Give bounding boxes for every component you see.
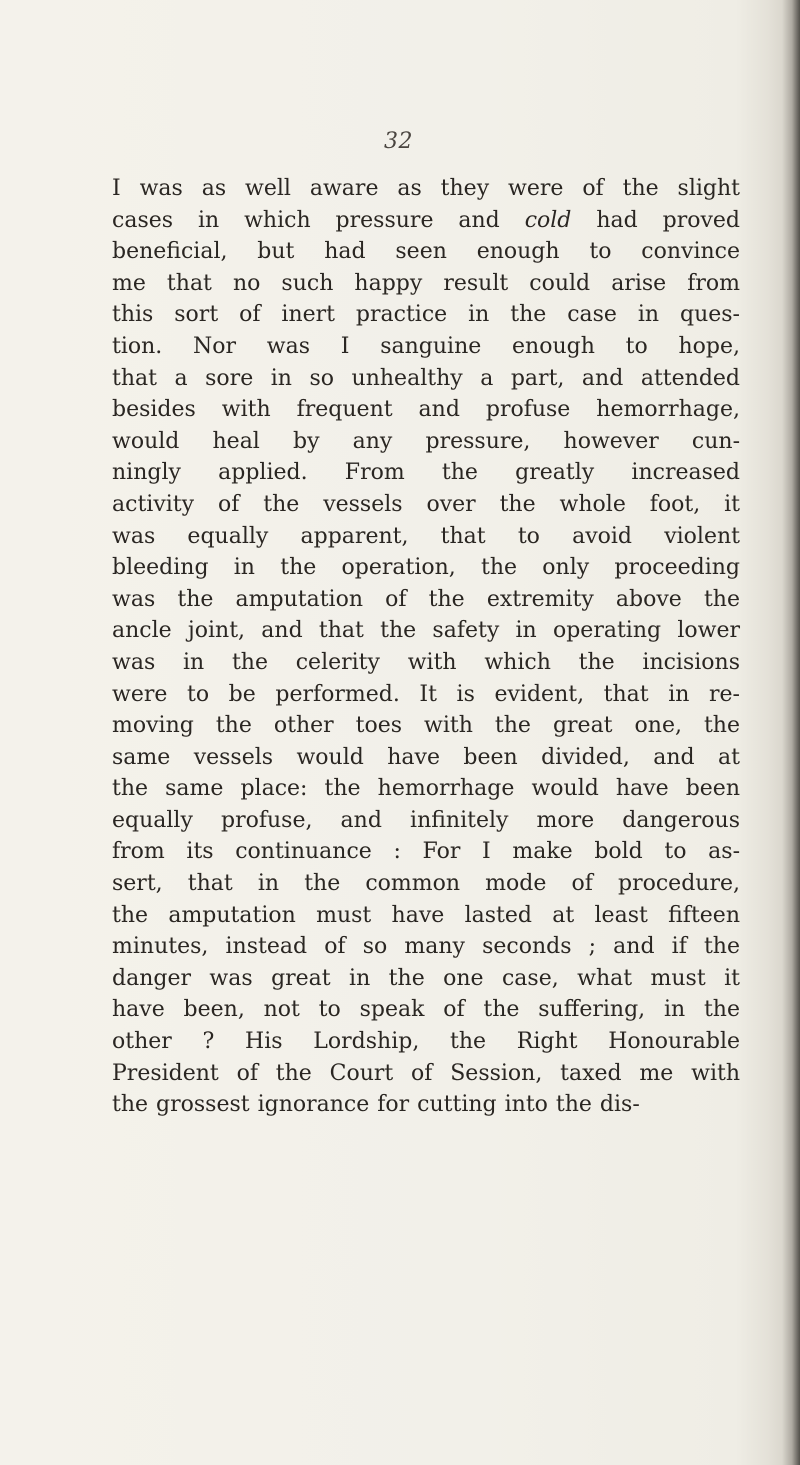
text-line: this sort of inert practice in the case in ques- [112, 302, 740, 328]
text-line: was in the celerity with which the incisions [112, 649, 740, 675]
text-line: was equally apparent, that to avoid violent [112, 523, 740, 549]
text-line: sert, that in the common mode of procedure, [112, 871, 740, 897]
text-line: ningly applied. From the greatly increased [112, 460, 740, 486]
text-line: moving the other toes with the great one, the [112, 713, 740, 739]
text-line: besides with frequent and profuse hemorrhage, [112, 397, 740, 423]
text-line: same vessels would have been divided, and at [112, 744, 740, 770]
text-line: were to be performed. It is evident, that in re- [112, 681, 740, 707]
text-line: me that no such happy result could arise from [112, 270, 740, 296]
text-line: the same place: the hemorrhage would have been [112, 776, 740, 802]
text-line: President of the Court of Session, taxed me with [112, 1060, 740, 1086]
body-text [112, 173, 740, 1121]
page-edge-shadow [782, 0, 800, 1465]
text-line: tion. Nor was I sanguine enough to hope, [112, 333, 740, 359]
text-line: cases in which pressure and cold had proved [112, 207, 740, 233]
text-line: the grossest ignorance for cutting into the dis- [112, 1092, 640, 1118]
text-line: other ? His Lordship, the Right Honourable [112, 1029, 740, 1055]
text-line: beneficial, but had seen enough to convince [112, 239, 740, 265]
text-line: equally profuse, and infinitely more dangerous [112, 807, 740, 833]
text-line: have been, not to speak of the suffering, in the [112, 997, 740, 1023]
text-line: from its continuance : For I make bold to as- [112, 839, 740, 865]
emphasis-word: cold [524, 207, 572, 233]
text-line: bleeding in the operation, the only proceeding [112, 555, 740, 581]
text-line: was the amputation of the extremity above the [112, 586, 740, 612]
text-line: the amputation must have lasted at least fifteen [112, 902, 740, 928]
page-number: 32 [384, 129, 413, 154]
text-line: would heal by any pressure, however cun- [112, 428, 740, 454]
text-line: I was as well aware as they were of the slight [112, 176, 740, 201]
text-line: ancle joint, and that the safety in operating lower [112, 618, 740, 644]
text-line: activity of the vessels over the whole foot, it [112, 491, 740, 517]
text-line: danger was great in the one case, what must it [112, 965, 740, 991]
text-line: minutes, instead of so many seconds ; and if the [112, 934, 740, 960]
text-line: that a sore in so unhealthy a part, and attended [112, 365, 740, 391]
